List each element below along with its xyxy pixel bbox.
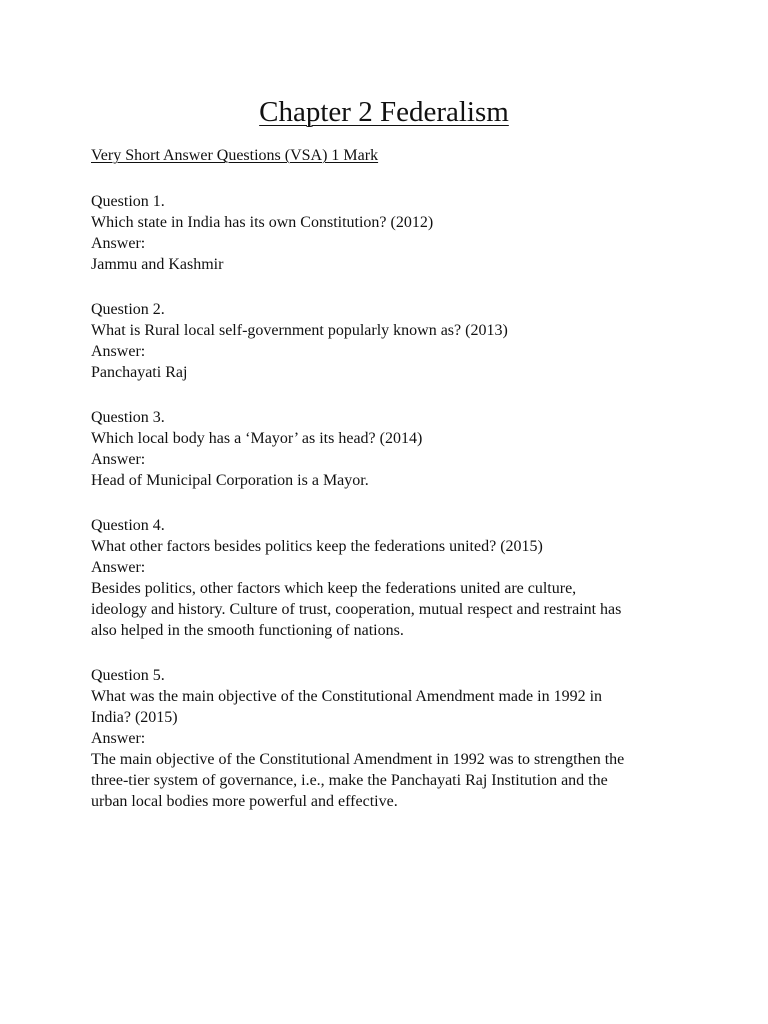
answer-text: ideology and history. Culture of trust, cooperation, mutual respect and restraint has xyxy=(91,601,622,618)
question-number: Question 1. xyxy=(91,193,165,210)
answer-label: Answer: xyxy=(91,559,146,576)
answer-text: three-tier system of governance, i.e., make the Panchayati Raj Institution and the xyxy=(91,772,608,789)
question-text: Which state in India has its own Constitution? (2012) xyxy=(91,214,434,231)
question-text: What is Rural local self-government popularly known as? (2013) xyxy=(91,322,508,339)
question-block-3 xyxy=(91,407,691,491)
answer-text: also helped in the smooth functioning of nations. xyxy=(91,622,404,639)
answer-text: Panchayati Raj xyxy=(91,364,188,381)
question-block-4 xyxy=(91,515,691,641)
question-text: India? (2015) xyxy=(91,709,178,726)
answer-label: Answer: xyxy=(91,343,146,360)
question-number: Question 5. xyxy=(91,667,165,684)
answer-text: Besides politics, other factors which keep the federations united are culture, xyxy=(91,580,577,597)
question-block-2 xyxy=(91,299,691,383)
page-title: Chapter 2 Federalism xyxy=(259,96,509,128)
answer-label: Answer: xyxy=(91,451,146,468)
answer-label: Answer: xyxy=(91,235,146,252)
question-block-5 xyxy=(91,665,691,812)
question-text: What other factors besides politics keep the federations united? (2015) xyxy=(91,538,543,555)
section-heading: Very Short Answer Questions (VSA) 1 Mark xyxy=(91,147,379,164)
answer-text: Jammu and Kashmir xyxy=(91,256,224,273)
question-block-1 xyxy=(91,191,691,275)
answer-text: Head of Municipal Corporation is a Mayor. xyxy=(91,472,369,489)
question-number: Question 3. xyxy=(91,409,165,426)
answer-text: urban local bodies more powerful and effective. xyxy=(91,793,398,810)
answer-label: Answer: xyxy=(91,730,146,747)
question-text: Which local body has a ‘Mayor’ as its head? (2014) xyxy=(91,430,423,447)
question-number: Question 4. xyxy=(91,517,165,534)
answer-text: The main objective of the Constitutional Amendment in 1992 was to strengthen the xyxy=(91,751,625,768)
question-text: What was the main objective of the Constitutional Amendment made in 1992 in xyxy=(91,688,603,705)
question-number: Question 2. xyxy=(91,301,165,318)
